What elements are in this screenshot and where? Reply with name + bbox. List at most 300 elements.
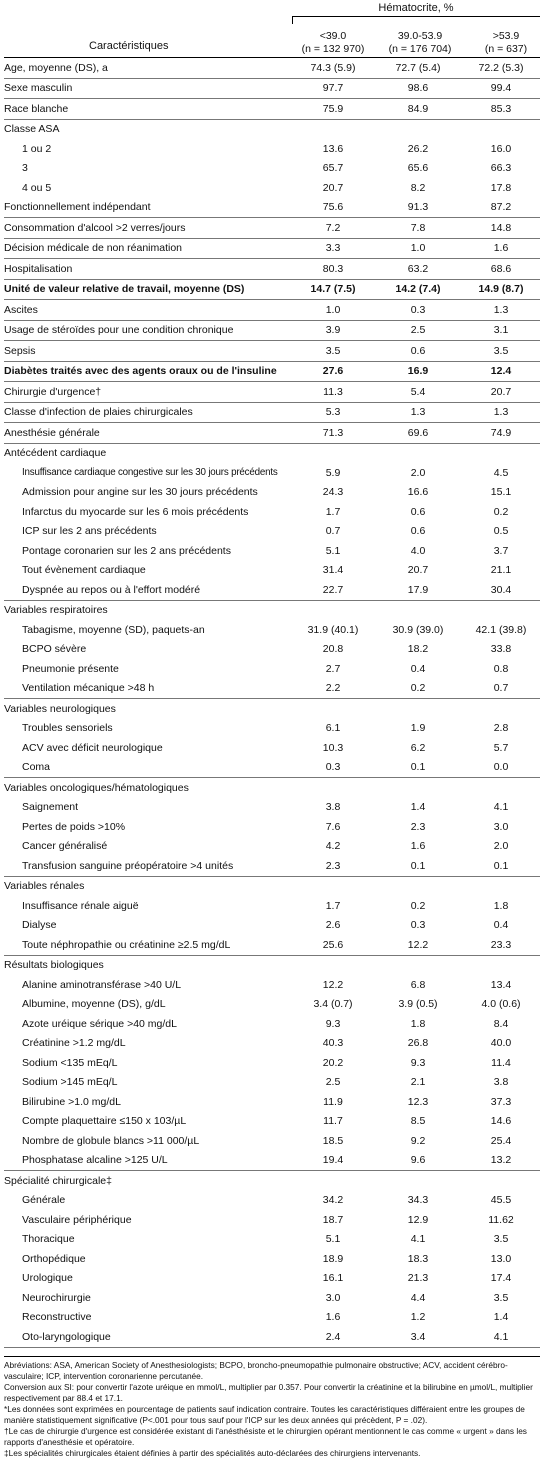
section-label: Variables oncologiques/hématologiques xyxy=(4,781,189,794)
cell-value: 5.3 xyxy=(292,402,374,423)
table-document xyxy=(4,0,540,1459)
cell-value: 66.3 xyxy=(490,162,512,175)
cell-value: 84.9 xyxy=(374,99,462,120)
table-row xyxy=(4,320,540,341)
row-label: Coma xyxy=(4,758,292,778)
table-row xyxy=(4,935,540,955)
cell-value: 16.6 xyxy=(407,486,429,499)
row-label: Consommation d'alcool >2 verres/jours xyxy=(4,218,292,239)
row-label: Hospitalisation xyxy=(4,259,292,280)
cell-value: 72.7 (5.4) xyxy=(374,58,462,78)
cell-value: 0.7 xyxy=(462,679,540,699)
group-label: Hématocrite, % xyxy=(378,2,454,14)
cell-value xyxy=(292,955,374,975)
cell-value: 3.9 (0.5) xyxy=(398,998,438,1011)
table-row xyxy=(4,218,540,239)
column-range: >53.9 xyxy=(492,30,520,42)
section-row xyxy=(4,955,540,975)
table-row xyxy=(4,679,540,699)
row-label: 4 ou 5 xyxy=(22,181,52,194)
row-label: Fonctionnellement indépendant xyxy=(4,198,292,218)
cell-value: 14.6 xyxy=(490,1115,512,1128)
cell-value: 3.4 (0.7) xyxy=(313,998,353,1011)
cell-value: 18.7 xyxy=(322,1213,344,1226)
cell-value: 91.3 xyxy=(374,198,462,218)
cell-value: 3.5 xyxy=(493,1291,509,1304)
section-row xyxy=(4,443,540,463)
cell-value: 1.7 xyxy=(325,899,341,912)
cell-value: 75.6 xyxy=(292,198,374,218)
row-label: Ascites xyxy=(4,300,292,321)
cell-value: 0.3 xyxy=(374,300,462,321)
cell-value: 3.8 xyxy=(325,801,341,814)
cell-value xyxy=(292,443,374,463)
cell-value: 0.3 xyxy=(292,758,374,778)
row-label: Chirurgie d'urgence† xyxy=(4,382,292,403)
table-row xyxy=(4,178,540,198)
table-row xyxy=(4,798,540,818)
table-row xyxy=(4,1053,540,1073)
cell-value: 30.9 (39.0) xyxy=(392,623,444,636)
cell-value: 30.4 xyxy=(462,580,540,600)
section-row xyxy=(4,119,540,139)
footnote: *Les données sont exprimées en pourcentage de patients sauf indication contraire. Toutes les caractéristiques différaient entre les groupes de manière statistiquement significative (P<.001 pour tous sauf pour l'ICP sur les deux années qui précèdent, P = .02). xyxy=(4,1403,525,1425)
cell-value: 27.6 xyxy=(292,361,374,382)
header-bottom-rule xyxy=(4,57,540,58)
cell-value: 0.6 xyxy=(410,505,426,518)
cell-value: 20.7 xyxy=(322,181,344,194)
row-label: Vasculaire périphérique xyxy=(22,1213,132,1226)
cell-value: 0.5 xyxy=(493,525,509,538)
section-row xyxy=(4,778,540,798)
row-label: Neurochirurgie xyxy=(22,1291,91,1304)
table-row xyxy=(4,300,540,321)
table-row xyxy=(4,1092,540,1112)
cell-value: 1.6 xyxy=(462,238,540,259)
cell-value: 65.6 xyxy=(407,162,429,175)
characteristics-label: Caractéristiques xyxy=(89,40,169,52)
cell-value: 1.9 xyxy=(410,722,426,735)
cell-value: 4.0 xyxy=(410,544,426,557)
cell-value: 71.3 xyxy=(292,423,374,444)
table-row xyxy=(4,995,540,1015)
cell-value: 85.3 xyxy=(462,99,540,120)
footnote: †Le cas de chirurgie d'urgence est considérée existant di l'anésthésiste et le chirurgien opérant mentionnent le cas comme « urgent » dans les rapports d'anesthésie et opératoire. xyxy=(4,1425,527,1447)
table-header xyxy=(4,0,540,58)
table-row xyxy=(4,620,540,640)
row-label: Saignement xyxy=(22,801,79,814)
cell-value: 4.1 xyxy=(462,1327,540,1347)
table-row xyxy=(4,1210,540,1230)
cell-value: 3.9 xyxy=(292,320,374,341)
cell-value: 7.2 xyxy=(292,218,374,239)
cell-value: 63.2 xyxy=(374,259,462,280)
row-label: Insuffisance rénale aiguë xyxy=(22,899,139,912)
table-row xyxy=(4,402,540,423)
row-label: Ventilation mécanique >48 h xyxy=(4,679,292,699)
row-label: Pertes de poids >10% xyxy=(22,820,126,833)
cell-value: 4.5 xyxy=(493,466,509,479)
cell-value: 74.9 xyxy=(462,423,540,444)
table-row xyxy=(4,1327,540,1347)
cell-value: 14.7 (7.5) xyxy=(292,279,374,300)
header-rule-tick xyxy=(292,16,293,24)
cell-value: 21.3 xyxy=(407,1272,429,1285)
cell-value: 74.3 (5.9) xyxy=(292,58,374,78)
cell-value: 75.9 xyxy=(292,99,374,120)
table-row xyxy=(4,1034,540,1054)
row-label: Dialyse xyxy=(22,919,57,932)
cell-value: 0.4 xyxy=(493,919,509,932)
table-row xyxy=(4,640,540,660)
cell-value: 11.7 xyxy=(323,1115,343,1128)
table-row xyxy=(4,1131,540,1151)
cell-value: 12.2 xyxy=(322,978,344,991)
row-label: Oto-laryngologique xyxy=(4,1327,292,1347)
cell-value: 69.6 xyxy=(374,423,462,444)
row-label: Alanine aminotransférase >40 U/L xyxy=(22,978,182,991)
row-label: ACV avec déficit neurologique xyxy=(22,741,163,754)
cell-value xyxy=(292,778,374,798)
row-label: Race blanche xyxy=(4,99,292,120)
cell-value: 23.3 xyxy=(462,935,540,955)
row-label: Bilirubine >1.0 mg/dL xyxy=(22,1095,121,1108)
cell-value: 8.5 xyxy=(410,1115,426,1128)
cell-value: 2.1 xyxy=(410,1076,426,1089)
cell-value: 17.8 xyxy=(490,181,512,194)
section-label: Variables neurologiques xyxy=(4,702,116,715)
row-label: ICP sur les 2 ans précédents xyxy=(22,525,157,538)
row-label: Admission pour angine sur les 30 jours précédents xyxy=(22,486,258,499)
row-label: Sepsis xyxy=(4,341,292,362)
cell-value: 68.6 xyxy=(462,259,540,280)
cell-value: 12.4 xyxy=(462,361,540,382)
cell-value: 2.2 xyxy=(292,679,374,699)
cell-value: 1.0 xyxy=(292,300,374,321)
cell-value: 9.3 xyxy=(325,1017,341,1030)
cell-value: 2.3 xyxy=(292,856,374,876)
cell-value: 26.2 xyxy=(407,142,429,155)
cell-value: 0.3 xyxy=(410,919,426,932)
table-row xyxy=(4,1288,540,1308)
cell-value: 0.1 xyxy=(462,856,540,876)
table-row xyxy=(4,541,540,561)
cell-value: 0.2 xyxy=(374,679,462,699)
cell-value xyxy=(462,1171,540,1191)
table-row xyxy=(4,99,540,120)
table-row xyxy=(4,1014,540,1034)
row-label: Unité de valeur relative de travail, moyenne (DS) xyxy=(4,279,292,300)
row-label: Cancer généralisé xyxy=(22,840,108,853)
row-label: 1 ou 2 xyxy=(22,142,52,155)
cell-value: 14.2 (7.4) xyxy=(374,279,462,300)
table-row xyxy=(4,58,540,78)
cell-value: 13.0 xyxy=(490,1252,512,1265)
column-n: (n = 132 970) xyxy=(301,43,365,55)
row-label: Sodium >145 mEq/L xyxy=(22,1076,118,1089)
table-row xyxy=(4,916,540,936)
cell-value: 22.7 xyxy=(292,580,374,600)
table-row xyxy=(4,463,540,483)
footnotes xyxy=(4,1356,540,1459)
table-row xyxy=(4,817,540,837)
cell-value: 0.7 xyxy=(325,525,341,538)
cell-value: 2.7 xyxy=(325,662,341,675)
cell-value: 3.8 xyxy=(493,1076,509,1089)
cell-value: 24.3 xyxy=(322,486,344,499)
row-label: Toute néphropathie ou créatinine ≥2.5 mg/dL xyxy=(4,935,292,955)
cell-value: 45.5 xyxy=(490,1194,512,1207)
cell-value: 31.4 xyxy=(322,564,344,577)
cell-value: 0.2 xyxy=(410,899,426,912)
footnote: ‡Les spécialités chirurgicales étaient définies à partir des spécialités auto-déclarées des chirurgiens intervenants. xyxy=(4,1447,421,1458)
row-label: Décision médicale de non réanimation xyxy=(4,238,292,259)
cell-value: 97.7 xyxy=(292,78,374,99)
cell-value: 2.0 xyxy=(410,466,426,479)
table-row xyxy=(4,423,540,444)
cell-value xyxy=(462,778,540,798)
table-row xyxy=(4,382,540,403)
cell-value: 31.9 (40.1) xyxy=(307,623,359,636)
cell-value: 8.4 xyxy=(493,1017,509,1030)
cell-value: 1.3 xyxy=(462,300,540,321)
cell-value: 5.1 xyxy=(325,544,341,557)
cell-value xyxy=(462,600,540,620)
cell-value: 26.8 xyxy=(407,1037,429,1050)
table-row xyxy=(4,502,540,522)
table-row xyxy=(4,1230,540,1250)
cell-value: 18.3 xyxy=(407,1252,429,1265)
row-label: Insuffisance cardiaque congestive sur les 30 jours précédents xyxy=(22,467,278,479)
cell-value: 16.1 xyxy=(322,1272,344,1285)
table-row xyxy=(4,659,540,679)
column-n: (n = 637) xyxy=(484,43,528,55)
table-row xyxy=(4,259,540,280)
cell-value xyxy=(462,955,540,975)
cell-value: 3.5 xyxy=(493,1233,509,1246)
cell-value: 2.8 xyxy=(493,722,509,735)
section-row xyxy=(4,1171,540,1191)
column-header-2 xyxy=(376,30,464,56)
cell-value: 3.0 xyxy=(493,820,509,833)
cell-value: 0.0 xyxy=(462,758,540,778)
cell-value: 3.4 xyxy=(374,1327,462,1347)
cell-value xyxy=(462,443,540,463)
row-label: Tout évènement cardiaque xyxy=(22,564,146,577)
cell-value: 99.4 xyxy=(462,78,540,99)
table-row xyxy=(4,522,540,542)
table-row xyxy=(4,975,540,995)
footnote: Abréviations: ASA, American Society of Anesthesiologists; BCPO, broncho-pneumopathie pulmonaire obstructive; ACV, accident cérébro-vasculaire; ICP, intervention coronarienne percutanée. xyxy=(4,1359,508,1381)
table-row xyxy=(4,279,540,300)
table-row xyxy=(4,856,540,876)
cell-value: 72.2 (5.3) xyxy=(462,58,540,78)
row-label: Nombre de globule blancs >11 000/µL xyxy=(22,1134,200,1147)
cell-value: 0.6 xyxy=(374,341,462,362)
cell-value xyxy=(462,876,540,896)
row-label: Compte plaquettaire ≤150 x 103/µL xyxy=(22,1115,187,1128)
cell-value: 1.7 xyxy=(325,505,341,518)
cell-value: 4.4 xyxy=(410,1291,426,1304)
cell-value xyxy=(374,443,462,463)
cell-value: 0.8 xyxy=(493,662,509,675)
table-row xyxy=(4,896,540,916)
cell-value: 5.1 xyxy=(325,1233,341,1246)
row-label: Thoracique xyxy=(22,1233,75,1246)
cell-value: 11.3 xyxy=(292,382,374,403)
cell-value: 2.5 xyxy=(325,1076,341,1089)
cell-value: 2.0 xyxy=(493,840,509,853)
cell-value: 6.1 xyxy=(325,722,341,735)
cell-value: 15.1 xyxy=(490,486,512,499)
cell-value: 17.4 xyxy=(490,1272,512,1285)
cell-value: 2.3 xyxy=(410,820,426,833)
cell-value: 42.1 (39.8) xyxy=(475,623,527,636)
row-label: Phosphatase alcaline >125 U/L xyxy=(4,1151,292,1171)
cell-value: 7.6 xyxy=(325,820,341,833)
row-label: BCPO sévère xyxy=(22,643,87,656)
row-label: Sexe masculin xyxy=(4,78,292,99)
table-row xyxy=(4,719,540,739)
cell-value xyxy=(292,600,374,620)
cell-value: 1.8 xyxy=(410,1017,426,1030)
cell-value xyxy=(374,119,462,139)
column-header-3 xyxy=(466,30,544,56)
cell-value: 16.9 xyxy=(374,361,462,382)
row-label: Albumine, moyenne (DS), g/dL xyxy=(22,998,166,1011)
row-label: Sodium <135 mEq/L xyxy=(22,1056,118,1069)
table-row xyxy=(4,758,540,778)
cell-value: 37.3 xyxy=(490,1095,512,1108)
cell-value: 2.4 xyxy=(292,1327,374,1347)
section-label: Variables respiratoires xyxy=(4,604,108,617)
table-row xyxy=(4,198,540,218)
cell-value: 12.2 xyxy=(374,935,462,955)
cell-value: 65.7 xyxy=(322,162,344,175)
row-label: Urologique xyxy=(22,1272,73,1285)
cell-value xyxy=(374,699,462,719)
table-row xyxy=(4,1249,540,1269)
table-row xyxy=(4,159,540,179)
cell-value: 18.9 xyxy=(322,1252,344,1265)
cell-value xyxy=(292,699,374,719)
cell-value: 5.4 xyxy=(374,382,462,403)
table-row xyxy=(4,78,540,99)
cell-value: 19.4 xyxy=(292,1151,374,1171)
row-label: Créatinine >1.2 mg/dL xyxy=(22,1037,126,1050)
cell-value: 1.0 xyxy=(374,238,462,259)
column-n: (n = 176 704) xyxy=(388,43,452,55)
table-row xyxy=(4,238,540,259)
cell-value: 87.2 xyxy=(462,198,540,218)
cell-value: 11.4 xyxy=(491,1056,511,1069)
cell-value xyxy=(292,1171,374,1191)
section-row xyxy=(4,600,540,620)
row-label: Classe d'infection de plaies chirurgicales xyxy=(4,402,292,423)
cell-value: 4.1 xyxy=(493,801,509,814)
cell-value: 6.8 xyxy=(410,978,426,991)
cell-value: 17.9 xyxy=(374,580,462,600)
cell-value: 5.9 xyxy=(325,466,341,479)
cell-value: 11.62 xyxy=(488,1213,514,1226)
table-row xyxy=(4,1308,540,1328)
cell-value: 80.3 xyxy=(292,259,374,280)
cell-value: 9.2 xyxy=(410,1134,426,1147)
header-rule xyxy=(292,16,540,17)
cell-value: 1.3 xyxy=(462,402,540,423)
cell-value: 0.1 xyxy=(374,856,462,876)
cell-value xyxy=(292,119,374,139)
section-label: Variables rénales xyxy=(4,880,85,893)
cell-value: 1.8 xyxy=(493,899,509,912)
table-row xyxy=(4,341,540,362)
cell-value xyxy=(462,699,540,719)
cell-value: 9.6 xyxy=(374,1151,462,1171)
cell-value: 13.4 xyxy=(490,978,512,991)
table-row xyxy=(4,1073,540,1093)
cell-value: 12.9 xyxy=(407,1213,429,1226)
row-label: Générale xyxy=(22,1194,66,1207)
row-label: Azote uréique sérique >40 mg/dL xyxy=(22,1017,177,1030)
cell-value: 3.3 xyxy=(292,238,374,259)
row-label: Dyspnée au repos ou à l'effort modéré xyxy=(4,580,292,600)
section-label: Classe ASA xyxy=(4,123,60,136)
cell-value: 20.7 xyxy=(407,564,429,577)
data-table xyxy=(4,58,540,1348)
row-label: Troubles sensoriels xyxy=(22,722,113,735)
row-label: Pneumonie présente xyxy=(22,662,119,675)
cell-value: 10.3 xyxy=(322,741,344,754)
cell-value: 11.9 xyxy=(323,1095,343,1108)
table-row xyxy=(4,1269,540,1289)
cell-value: 3.7 xyxy=(493,544,509,557)
cell-value xyxy=(374,955,462,975)
cell-value: 4.2 xyxy=(325,840,341,853)
section-label: Antécédent cardiaque xyxy=(4,447,107,460)
cell-value: 20.8 xyxy=(322,643,344,656)
cell-value: 18.5 xyxy=(322,1134,344,1147)
cell-value: 20.7 xyxy=(462,382,540,403)
cell-value: 4.0 (0.6) xyxy=(481,998,521,1011)
table-row xyxy=(4,837,540,857)
cell-value xyxy=(374,778,462,798)
table-row xyxy=(4,483,540,503)
table-row xyxy=(4,139,540,159)
cell-value: 1.6 xyxy=(325,1311,341,1324)
cell-value: 3.0 xyxy=(325,1291,341,1304)
cell-value: 3.1 xyxy=(462,320,540,341)
cell-value xyxy=(292,876,374,896)
table-row xyxy=(4,1191,540,1211)
cell-value: 25.6 xyxy=(292,935,374,955)
row-label: Age, moyenne (DS), a xyxy=(4,58,292,78)
row-label: Anesthésie générale xyxy=(4,423,292,444)
column-header-1 xyxy=(292,30,374,56)
row-label: Reconstructive xyxy=(22,1311,92,1324)
cell-value: 21.1 xyxy=(490,564,512,577)
cell-value: 34.2 xyxy=(322,1194,344,1207)
cell-value: 18.2 xyxy=(407,643,429,656)
table-row xyxy=(4,738,540,758)
cell-value: 3.5 xyxy=(462,341,540,362)
table-row xyxy=(4,561,540,581)
table-row xyxy=(4,361,540,382)
cell-value: 3.5 xyxy=(292,341,374,362)
cell-value: 1.4 xyxy=(493,1311,509,1324)
cell-value: 9.3 xyxy=(410,1056,426,1069)
row-label: Orthopédique xyxy=(22,1252,86,1265)
cell-value: 14.9 (8.7) xyxy=(462,279,540,300)
